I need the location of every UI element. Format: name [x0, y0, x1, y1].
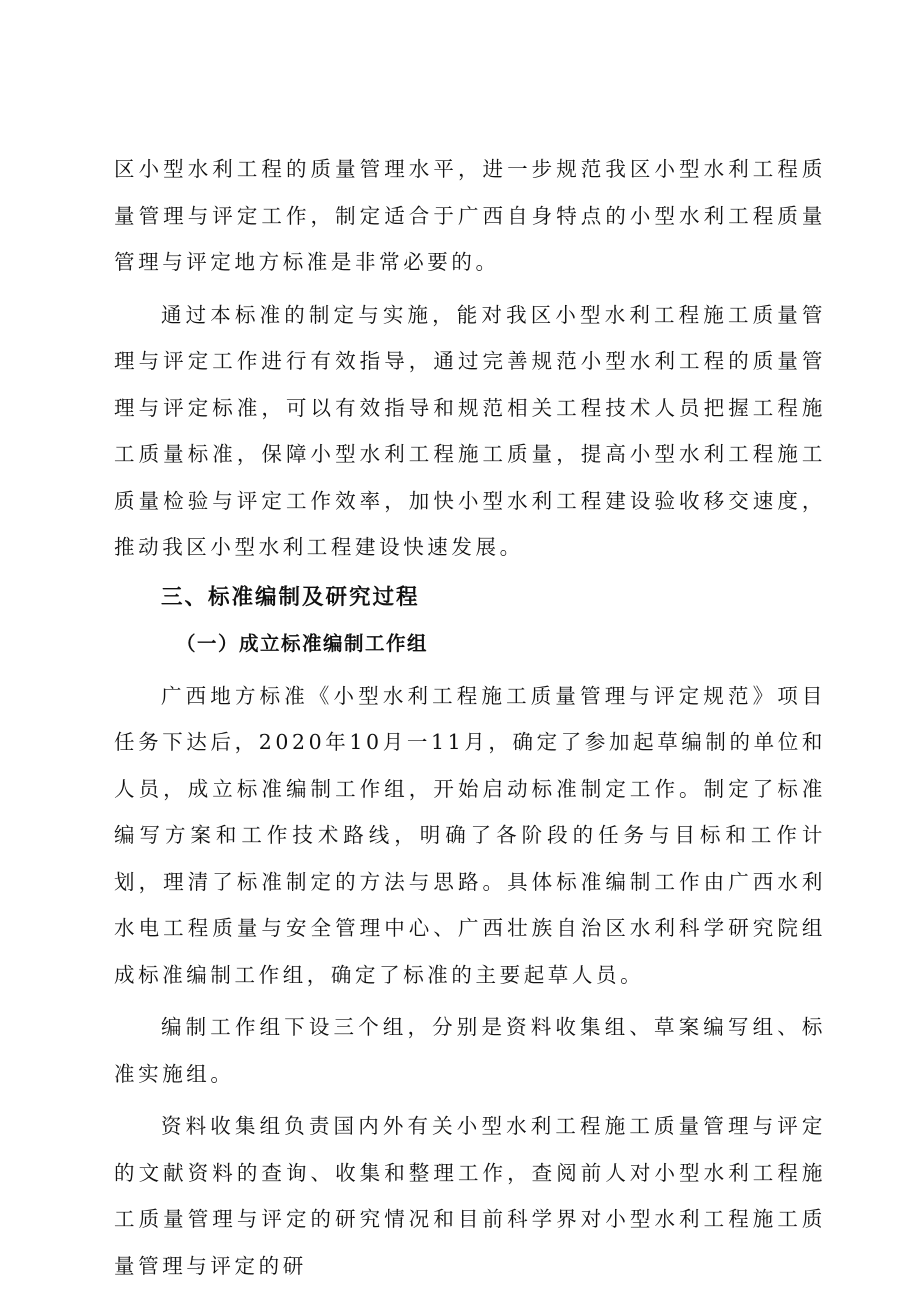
paragraph-continuation: 区小型水利工程的质量管理水平，进一步规范我区小型水利工程质量管理与评定工作，制定适合于广西自身特点的小型水利工程质量管理与评定地方标准是非常必要的。 — [114, 157, 826, 274]
paragraph-working-group: 广西地方标准《小型水利工程施工质量管理与评定规范》项目任务下达后，2020年10月一11月，确定了参加起草编制的单位和人员，成立标准编制工作组，开始启动标准制定工作。制定了标准编写方案和工作技术路线，明确了各阶段的任务与目标和工作计划，理清了标准制定的方法与思路。具体标准编制工作由广西水利水电工程质量与安全管理中心、广西壮族自治区水利科学研究院组成标准编制工作组，确定了标准的主要起草人员。 — [114, 683, 826, 987]
paragraph-data-collection: 资料收集组负责国内外有关小型水利工程施工质量管理与评定的文献资料的查询、收集和整理工作，查阅前人对小型水利工程施工质量管理与评定的研究情况和目前科学界对小型水利工程施工质量管理与评定的研 — [114, 1114, 826, 1278]
paragraph-standard-significance: 通过本标准的制定与实施，能对我区小型水利工程施工质量管理与评定工作进行有效指导，通过完善规范小型水利工程的质量管理与评定标准，可以有效指导和规范相关工程技术人员把握工程施工质量标准，保障小型水利工程施工质量，提高小型水利工程施工质量检验与评定工作效率，加快小型水利工程建设验收移交速度，推动我区小型水利工程建设快速发展。 — [114, 302, 826, 559]
paragraph-group-structure: 编制工作组下设三个组，分别是资料收集组、草案编写组、标准实施组。 — [114, 1015, 826, 1086]
section-heading-3: 三、标准编制及研究过程 — [161, 584, 420, 610]
document-page — [114, 146, 826, 1289]
subsection-heading-1: （一）成立标准编制工作组 — [176, 631, 429, 655]
